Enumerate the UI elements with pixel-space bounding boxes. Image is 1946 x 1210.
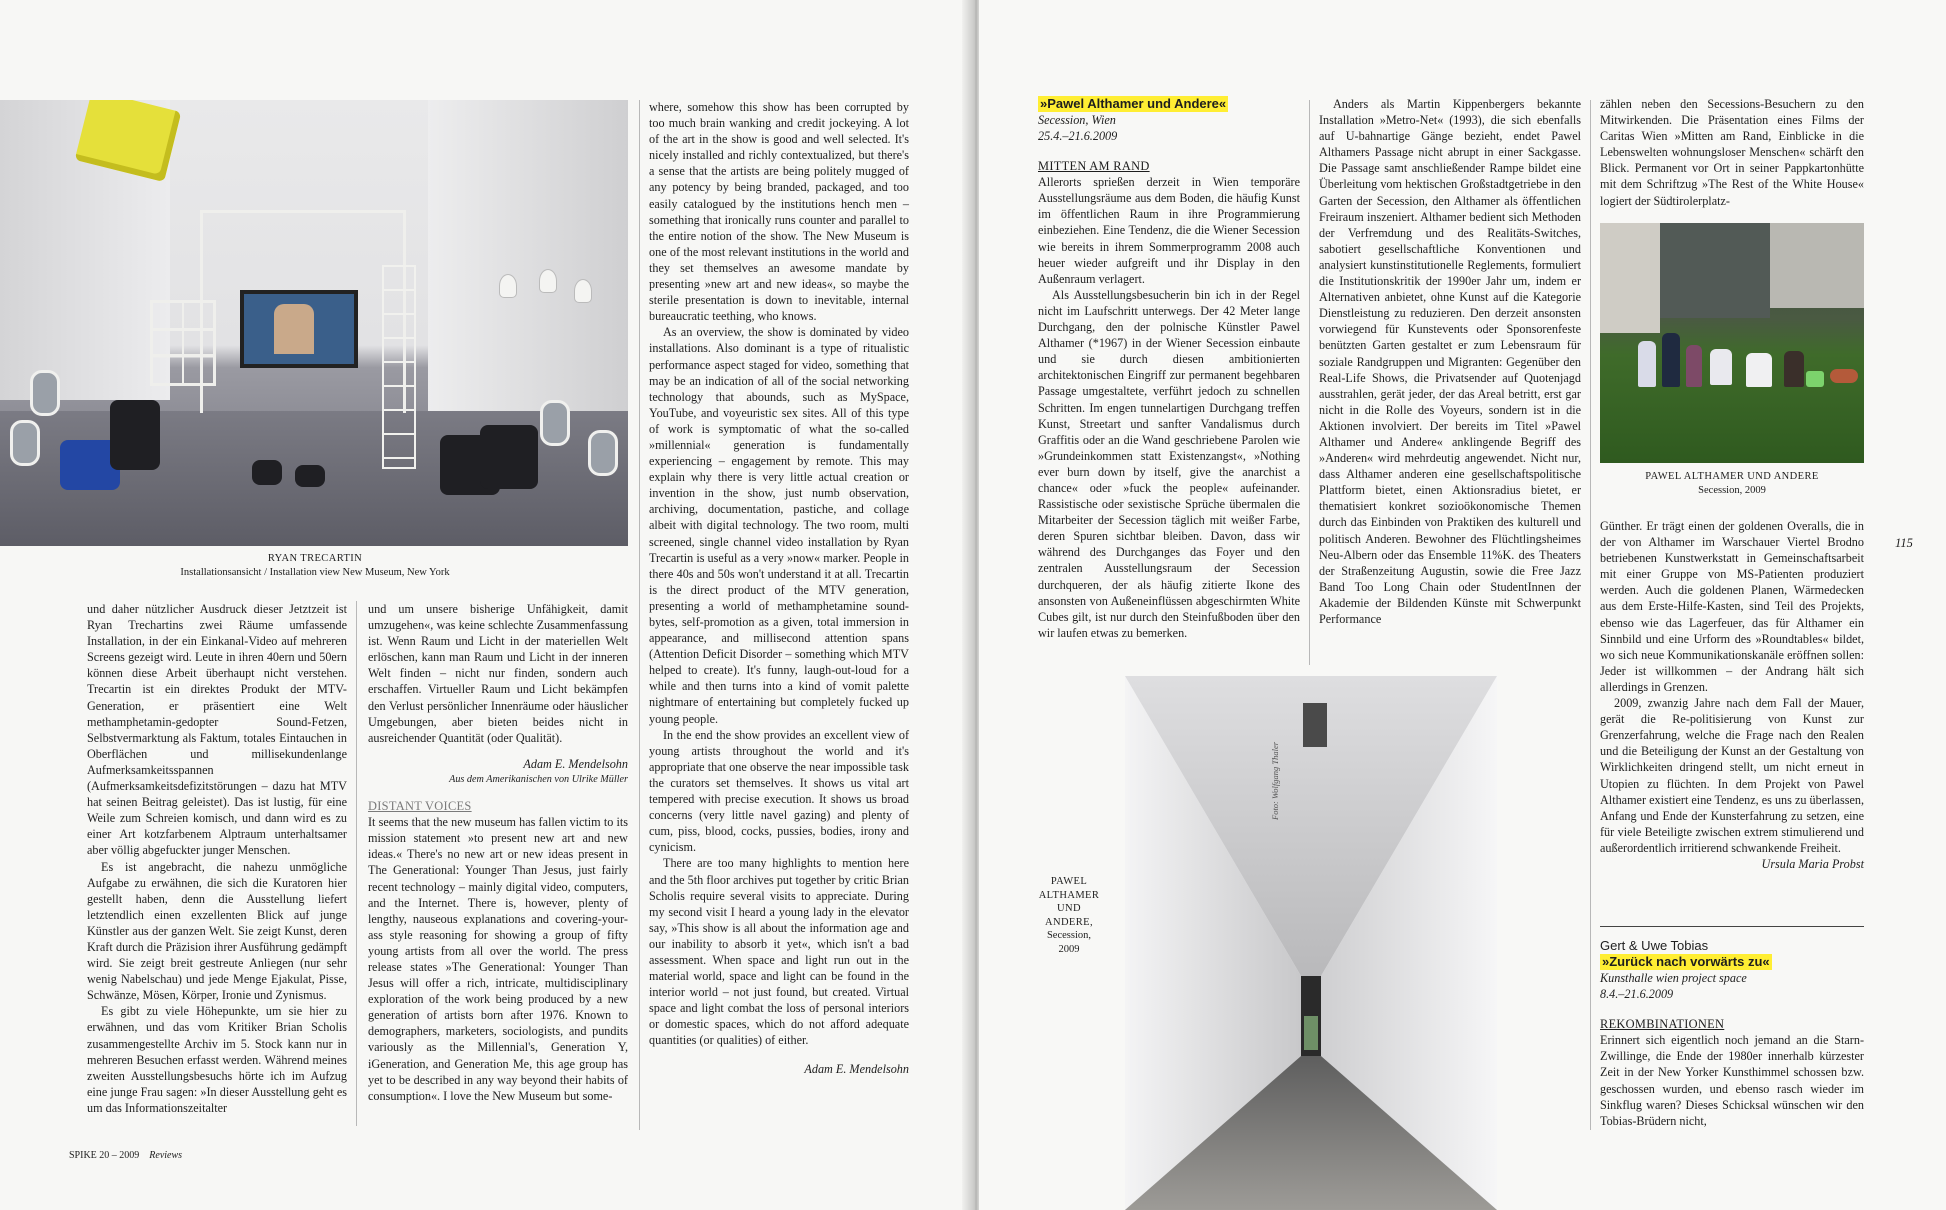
right-column-3-top bbox=[1600, 96, 1864, 209]
article-venue: Kunsthalle wien project space bbox=[1600, 971, 1747, 986]
left-column-3 bbox=[649, 99, 909, 1077]
building bbox=[1660, 223, 1770, 318]
office-chair bbox=[110, 400, 160, 470]
bucket bbox=[1806, 371, 1824, 387]
page-number: 115 bbox=[1895, 536, 1913, 550]
caption-line: ALTHAMER bbox=[1038, 889, 1100, 901]
translation-credit: Aus dem Amerikanischen von Ulrike Müller bbox=[449, 773, 628, 785]
article-divider bbox=[1600, 926, 1864, 927]
article-venue: Secession, Wien bbox=[1038, 113, 1116, 128]
paragraph: Es ist angebracht, die nahezu unmögliche Aufgabe zu erwähnen, die sich die Kuratoren hier gestellt haben, denn die Ausstellung liefert letztendlich einen exzellenten Blick auf junge Künstler aus der ganzen Welt. Sie zeigt Kunst, deren Kraft durch die Präzision ihrer Ausführung gedämpft wird. Sie zeigt breit gestreute Anliegen (nur sehr wenig Nabelschau) und jede Menge Ejakulat, Pisse, Schwänze, Mösen, Körper, Ironie und Zynismus. bbox=[87, 859, 347, 1003]
caption-line: PAWEL bbox=[1050, 876, 1088, 887]
person bbox=[1686, 345, 1702, 387]
paragraph: It seems that the new museum has fallen victim to its mission statement »to present new art and new ideas.« There's no new art or new ideas present in The Generational: Younger Than Jesus, just fairly recent technology – mainly digital video, computers, and the Internet. There is, however, plenty of lengthy, nauseous explanations and covering-your-ass style reasoning for showing a group of fifty young artists from all over the world. The press release states »The Generational: Younger Than Jesus will offer a rich, intricate, multidisciplinary exploration of the work being produced by a new generation of artists born after 1976. Known to demographers, marketers, sociologists, and pundits variously as the Millennial's, Generation Y, iGeneration, and Generation Me, this age group has yet to be described in any way beyond their habits of consumption«. I love the New Museum but some- bbox=[368, 815, 628, 1103]
article-dates: 25.4.–21.6.2009 bbox=[1038, 129, 1118, 144]
paragraph: Anders als Martin Kippenbergers bekannte Installation »Metro-Net« (1993), die sich ebenfalls auf U-bahnartige Gänge bezieht, endet Pawel Althamers Passage nicht abrupt in einer Sackgasse. Die Passage samt anschließender Rampe bildet eine Überleitung vom hektischen Großstadtgetriebe in den Garten der Secession, den Althamer als öffentlichen Freiraum inszeniert. Althamer bedient sich Methoden der Verfremdung und des Realitäts-Switches, sabotiert gesellschaftliche Konventionen und analysiert kunstinstitutionelle Reglements, formuliert die Institutionskritik der 1990er Jahr um, indem er Alternativen anbietet, ohne Kunst auf die Kategorie Dienstleistung zu reduzieren. Den derzeit ansonsten vorwiegend für Kunstevents oder Sponsorenfeste benützten Garten gestaltet er zum Lebensraum für soziale Randgruppen und Migranten: Gegenüber den Real-Life Shows, die Privatsender auf Quotenjagd ausstrahlen, gerät jeder, der das Areal betritt, erst gar nicht in die Rolle des Voyeurs, sondern ist in die Aktionen involviert. Der bereits im Titel »Pawel Althamer und Andere« anklingende Begriff des »Anderen« wird mehrdeutig angewendet. Nicht nur, dass Althamer anderen eine gesellschaftspolitische Plattform bietet, einen Aktionsradius bietet, er thematisiert konkret sozioökonomische Themen durch das Einbinden von Praktiken des kulturell und politisch Anderen. Bewohner des Flüchtlingsheimes Neu-Albern oder das Ensemble 11%K. des Theaters der Straßenzeitung Augustin, sowie die Free Jazz Band Too Long Chain oder StudentInnen der Akademie der Bildenden Künste mit Schwerpunkt Performance bbox=[1319, 97, 1581, 626]
paragraph: 2009, zwanzig Jahre nach dem Fall der Mauer, gerät die Re-politisierung von Kunst zur Grenzerfahrung, welche die Frage nach den Realen und die Beteiligung der Kunst an der Gestaltung von Wirklichkeiten dringend stellt, um nicht erneut in Utopien zu flüchten. In dem Projekt von Pawel Althamer existiert eine Tendenz, es uns zu überlassen, Anfang und Ende der Kunsterfahrung zu setzen, eine für viele Beteiligte zwischen extrem stimulierend und außerordentlich irritierend schwankende Freiheit. bbox=[1600, 696, 1864, 855]
column-rule bbox=[356, 601, 357, 1126]
person bbox=[1710, 349, 1732, 385]
paragraph: Allerorts sprießen derzeit in Wien temporäre Ausstellungsräume aus dem Boden, die häufig Kunst im öffentlichen Raum in ihre Programmierung einbeziehen. Eine Tendenz, die die Wiener Secession wie bereits in ihrem Sommerprogramm 2008 auch heuer wieder aufgreift und ihr Display in den Außenraum verlagert. bbox=[1038, 175, 1300, 286]
building bbox=[1600, 223, 1660, 333]
caption-title: RYAN TRECARTIN bbox=[267, 553, 363, 564]
caption-line: 2009 bbox=[1058, 943, 1080, 955]
right-column-2 bbox=[1319, 96, 1581, 627]
person bbox=[1638, 341, 1656, 387]
article-dates: 8.4.–21.6.2009 bbox=[1600, 987, 1674, 1002]
left-column-2 bbox=[368, 601, 628, 1104]
floor-object bbox=[252, 460, 282, 485]
video-screen bbox=[240, 290, 358, 368]
paragraph: In the end the show provides an excellent view of young artists throughout the world and it's appropriate that one observe the near impossible task the curators set themselves. It shows us vital art tempered with precise execution. It shows us broad concerns (very little navel gazing) and plenty of cum, piss, blood, cocks, pussies, bodies, irony and cynicism. bbox=[649, 727, 909, 855]
section-heading: REKOMBINATIONEN bbox=[1600, 1017, 1725, 1032]
author-signature: Ursula Maria Probst bbox=[1761, 856, 1864, 871]
paragraph: und um unsere bisherige Unfähigkeit, damit umzugehen«, was keine schlechte Zusammenfassung ist. Wenn Raum und Licht in der materiellen Welt erlöschen, kann man Raum und Licht in der inneren Welt finden – nicht nur finden, sondern auch erschaffen. Virtueller Raum und Licht bekämpfen den Verlust persönlicher Innenräume oder häuslicher Umgebungen, aber bieten beides nicht in ausreichender Quantität (oder Qualität). bbox=[368, 602, 628, 745]
paragraph: und daher nützlicher Ausdruck dieser Jetztzeit ist Ryan Trechartins zwei Räume umfassende Installation, in der ein Einkanal-Video auf mehreren Screens gezeigt wird. Leute in ihren 40ern und 50ern können diese Arbeit überhaupt nicht verstehen. Trecartin ist ein direktes Produkt der MTV-Generation, er präsentiert eine Welt methamphetamin-gedopter Sound-Fetzen, Selbstvermarktung als Faktum, totales Eintauchen in Oberflächen und millisekundenlange Aufmerksamkeitsspannen (Aufmerksamkeitsdefizitstörungen – dazu hat MTV hat seinen Beitrag geleistet). Das ist lustig, für eine Weile zum Schreien komisch, und dann wird es zu einer Art kotzfarbenem Alptraum unterhaltsamer aber völlig abgefuckter junger Menschen. bbox=[87, 602, 347, 858]
photo-credit: Foto: Wolfgang Thaler bbox=[1270, 741, 1280, 820]
right-page bbox=[979, 0, 1946, 1210]
author-signature: Adam E. Mendelsohn bbox=[804, 1061, 909, 1076]
paragraph: As an overview, the show is dominated by video installations. Also dominant is a type of ritualistic performance aspect staged for video, something that may be an indication of all of the social networking technology that abounds, such as MySpace, YouTube, and voyeuristic sex sites. All of this type of work is symptomatic of what the so-called »millennial« generation is fundamentally experiencing – engagement by remote. This may explain why there is very little actual creation or invention in the show, just numb observation, archiving, documentation, pastiche, and collage albeit with digital technology. The two room, multi screened, single channel video installation by Ryan Trecartin is useful as a very »now« marker. People in there 40s and 50s won't understand it at all. Trecartin is the direct product of the MTV generation, presenting a world of methamphetamine sound-bytes, self-promotion as a given, total immersion in appearance, and millisecond attention spans (Attention Deficit Disorder – something which MTV helped to create). It's funny, laugh-out-loud for a while and then turns into a kind of vomit palette nightmare of entertaining but completely fucked up young people. bbox=[649, 325, 909, 726]
section-heading: DISTANT VOICES bbox=[368, 799, 472, 814]
section-heading: MITTEN AM RAND bbox=[1038, 159, 1150, 174]
caption-subtitle: Installationsansicht / Installation view New Museum, New York bbox=[180, 567, 450, 578]
column-rule bbox=[1590, 100, 1591, 1130]
paragraph: There are too many highlights to mention here and the 5th floor archives put together by critic Brian Scholis require several visits to appreciate. During my second visit I heard a young lady in the elevator say, »This show is all about the information age and our inability to absorb it yet«, which isn't a bad assessment. When space and light run out in the material world, space and light can be found in the interior world – not just found, but created. Virtual space and light combat the loss of personal interiors or domestic spaces, which do not afford adequate quantities (or qualities) of either. bbox=[649, 856, 909, 1048]
plane-window bbox=[540, 400, 570, 446]
figure-caption-corridor bbox=[1024, 875, 1114, 956]
paragraph: where, somehow this show has been corrupted by too much brain wanking and credit jockeying. A lot of the art in the show is good and well selected. It's nicely installed and richly contextualized, but there's a sense that the artists are being politely mugged of any potency by being branded, packaged, and too easily catalogued by the institutions hench men – something that ironically runs counter and parallel to the entire notion of the show. The New Museum is one of the most relevant institutions in the world and they set themselves an awesome mandate by presenting »new art and new ideas«, so maybe the sterile presentation is down to inevitable, internal bureaucratic teething, who knows. bbox=[649, 100, 909, 324]
ryan-trecartin-installation-photo bbox=[0, 100, 628, 546]
corridor-drawing bbox=[1125, 676, 1497, 1210]
lamp bbox=[500, 275, 516, 297]
pawel-althamer-corridor-photo bbox=[1125, 676, 1497, 1210]
column-rule bbox=[1309, 100, 1310, 665]
pawel-althamer-park-photo bbox=[1600, 223, 1864, 463]
window-frame bbox=[150, 300, 216, 386]
shelf bbox=[382, 265, 416, 469]
person bbox=[1662, 333, 1680, 387]
tube bbox=[1830, 369, 1858, 383]
plane-window bbox=[30, 370, 60, 416]
lamp bbox=[540, 270, 556, 292]
folio bbox=[69, 1150, 182, 1161]
article-2 bbox=[1600, 938, 1864, 1129]
paragraph: Erinnert sich eigentlich noch jemand an die Starn-Zwillinge, die Ende der 1980er innerhalb kürzester Zeit in der New Yorker Kunsthimmel schossen bzw. geschossen wurden, und ebenso rasch wieder im Sinkflug waren? Dieses Schicksal wünschen wir den Tobias-Brüdern nicht, bbox=[1600, 1033, 1864, 1128]
office-chair bbox=[480, 425, 538, 489]
paragraph: Als Ausstellungsbesucherin bin ich in der Regel nicht im Laufschritt unterwegs. Der 42 Meter lange Durchgang, den der polnische Künstler Pawel Althamer (*1967) in der Wiener Secession einbaute und sie durch diesen ambitionierten architektonischen Eingriff zur permanent begehbaren Passage umgestaltete, verführt jedoch zu schnellen Schritten. Im engen tunnelartigen Durchgang treffen Kunst, Streetart und sanfter Vandalismus durch Graffitis oder an die Wand geschriebene Parolen wie »Grundeinkommen statt Existenzangst«, »Nothing ever burn down by itself, give the anarchist a chance« oder »fuck the people« aufeinander. Rassistische oder sexistische Sprüche übermalen die Mitarbeiter der Secession täglich mit weißer Farbe, deren Spuren sichtbar bleiben. Davon, dass wir während des Durchganges das Foyer und den zentralen Ausstellungsraum der Secession durchqueren, der als häufig zitierte Ikone des ansonsten von Außeneinflüssen abgeschirmten White Cubes gilt, ist nur durch den Steinfußboden über den wir laufen etwas zu bemerken. bbox=[1038, 287, 1300, 640]
folio-magazine: SPIKE 20 – 2009 bbox=[69, 1150, 140, 1161]
photo-wall-right bbox=[428, 100, 628, 420]
figure-caption-park bbox=[1600, 470, 1864, 498]
paragraph: zählen neben den Secessions-Besuchern zu den Mitwirkenden. Die Präsentation eines Films der Caritas Wien »Mitten am Rand, Einblicke in die Lebenswelten wohnungsloser Menschen« schärft den Blick. Permanent vor Ort in seiner Pappkartonhütte mit dem Schriftzug »The Rest of the White House« logiert der Südtirolerplatz- bbox=[1600, 97, 1864, 208]
article-title: »Pawel Althamer und Andere« bbox=[1040, 96, 1227, 111]
caption-line: Secession, bbox=[1046, 930, 1092, 941]
folio-section: Reviews bbox=[149, 1150, 183, 1161]
person bbox=[1784, 351, 1804, 387]
plane-window bbox=[588, 430, 618, 476]
paragraph: Günther. Er trägt einen der goldenen Overalls, die in der von Althamer im Warschauer Viertel Brodno betriebenen Kunstwerkstatt in Gemeinschaftsarbeit mit einer Gruppe von MS-Patienten produziert werden. Auch die goldenen Planen, Wärmedecken aus dem Erste-Hilfe-Kasten, sind Teil des Projekts, ebenso wie das Lagerfeuer, das für Althamer ein Sinnbild und eine Urform des »Roundtables« bildet, wo sich neue Kommunikationskanäle eröffnen sollen: Jeder ist willkommen – der Andrang hält sich allerdings in Grenzen. bbox=[1600, 519, 1864, 694]
left-column-1 bbox=[87, 601, 347, 1116]
right-column-1 bbox=[1038, 96, 1300, 641]
figure-caption-trecartin bbox=[150, 552, 480, 580]
column-rule bbox=[639, 100, 640, 1130]
plane-window bbox=[10, 420, 40, 466]
caption-line: ANDERE, bbox=[1044, 916, 1093, 928]
caption-title: PAWEL ALTHAMER UND ANDERE bbox=[1645, 471, 1819, 482]
building bbox=[1770, 223, 1864, 308]
author-signature: Adam E. Mendelsohn bbox=[523, 756, 628, 771]
paragraph: Es gibt zu viele Höhepunkte, um sie hier zu erwähnen, und das vom Kritiker Brian Scholis zusammengestellte Archiv im 5. Stock kann nur in mehreren Besuchen erfasst werden. Während meines zweiten Ausstellungsbesuchs hörte ich im Aufzug eine junge Frau sagen: »In dieser Ausstellung geht es um das Informationszeitalter bbox=[87, 1004, 347, 1115]
person bbox=[1746, 353, 1772, 387]
lamp bbox=[575, 280, 591, 302]
caption-subtitle: Secession, 2009 bbox=[1698, 485, 1766, 496]
article-author: Gert & Uwe Tobias bbox=[1600, 938, 1709, 953]
floor-object bbox=[295, 465, 325, 487]
caption-line: UND bbox=[1057, 903, 1081, 914]
article-title: »Zurück nach vorwärts zu« bbox=[1602, 954, 1770, 970]
right-column-3-mid bbox=[1600, 518, 1864, 872]
